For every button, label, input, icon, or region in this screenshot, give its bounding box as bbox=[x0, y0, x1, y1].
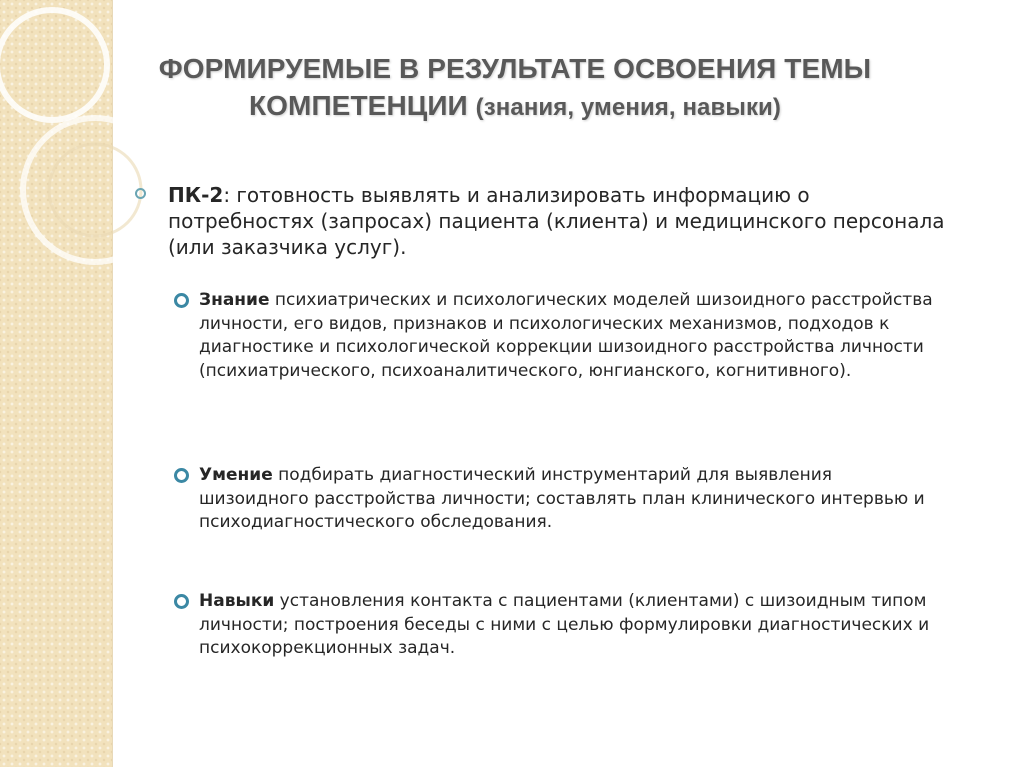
skill-term: Умение bbox=[199, 465, 273, 485]
competency-item bbox=[135, 182, 955, 260]
skill-item bbox=[174, 464, 934, 535]
knowledge-item bbox=[174, 289, 934, 383]
title-line-2 bbox=[120, 87, 910, 126]
competency-description: : готовность выявлять и анализировать информацию о потребностях (запросах) пациента (клиента) и медицинского персонала (или заказчика услуг). bbox=[168, 183, 945, 259]
skill-description: подбирать диагностический инструментарий для выявления шизоидного расстройства личности; составлять план клинического интервью и психодиагностического обследования. bbox=[199, 465, 925, 532]
competency-code: ПК-2 bbox=[168, 183, 224, 207]
ring-bullet-icon bbox=[174, 468, 189, 483]
abilities-term: Навыки bbox=[199, 591, 275, 611]
abilities-description: установления контакта с пациентами (клиентами) с шизоидным типом личности; построения беседы с ними с целью формулировки диагностических и психокоррекционных задач. bbox=[199, 591, 930, 658]
knowledge-description: психиатрических и психологических моделей шизоидного расстройства личности, его видов, признаков и психологических механизмов, подходов к диагностике и психологической коррекции шизоидного расстройства личности (психиатрического, психоаналитического, юнгианского, когнитивного). bbox=[199, 290, 933, 381]
title-subtitle: (знания, умения, навыки) bbox=[475, 94, 782, 121]
knowledge-text bbox=[199, 289, 934, 383]
title-line-1: ФОРМИРУЕМЫЕ В РЕЗУЛЬТАТЕ ОСВОЕНИЯ ТЕМЫ bbox=[158, 53, 872, 84]
skill-text bbox=[199, 464, 934, 535]
competency-text bbox=[168, 182, 955, 260]
abilities-item bbox=[174, 590, 934, 661]
ring-bullet-icon bbox=[135, 188, 146, 199]
ring-bullet-icon bbox=[174, 293, 189, 308]
decorative-rings bbox=[0, 0, 200, 320]
slide-title bbox=[120, 50, 910, 126]
abilities-text bbox=[199, 590, 934, 661]
ring-bullet-icon bbox=[174, 594, 189, 609]
knowledge-term: Знание bbox=[199, 290, 270, 310]
title-main: КОМПЕТЕНЦИИ bbox=[248, 90, 468, 121]
